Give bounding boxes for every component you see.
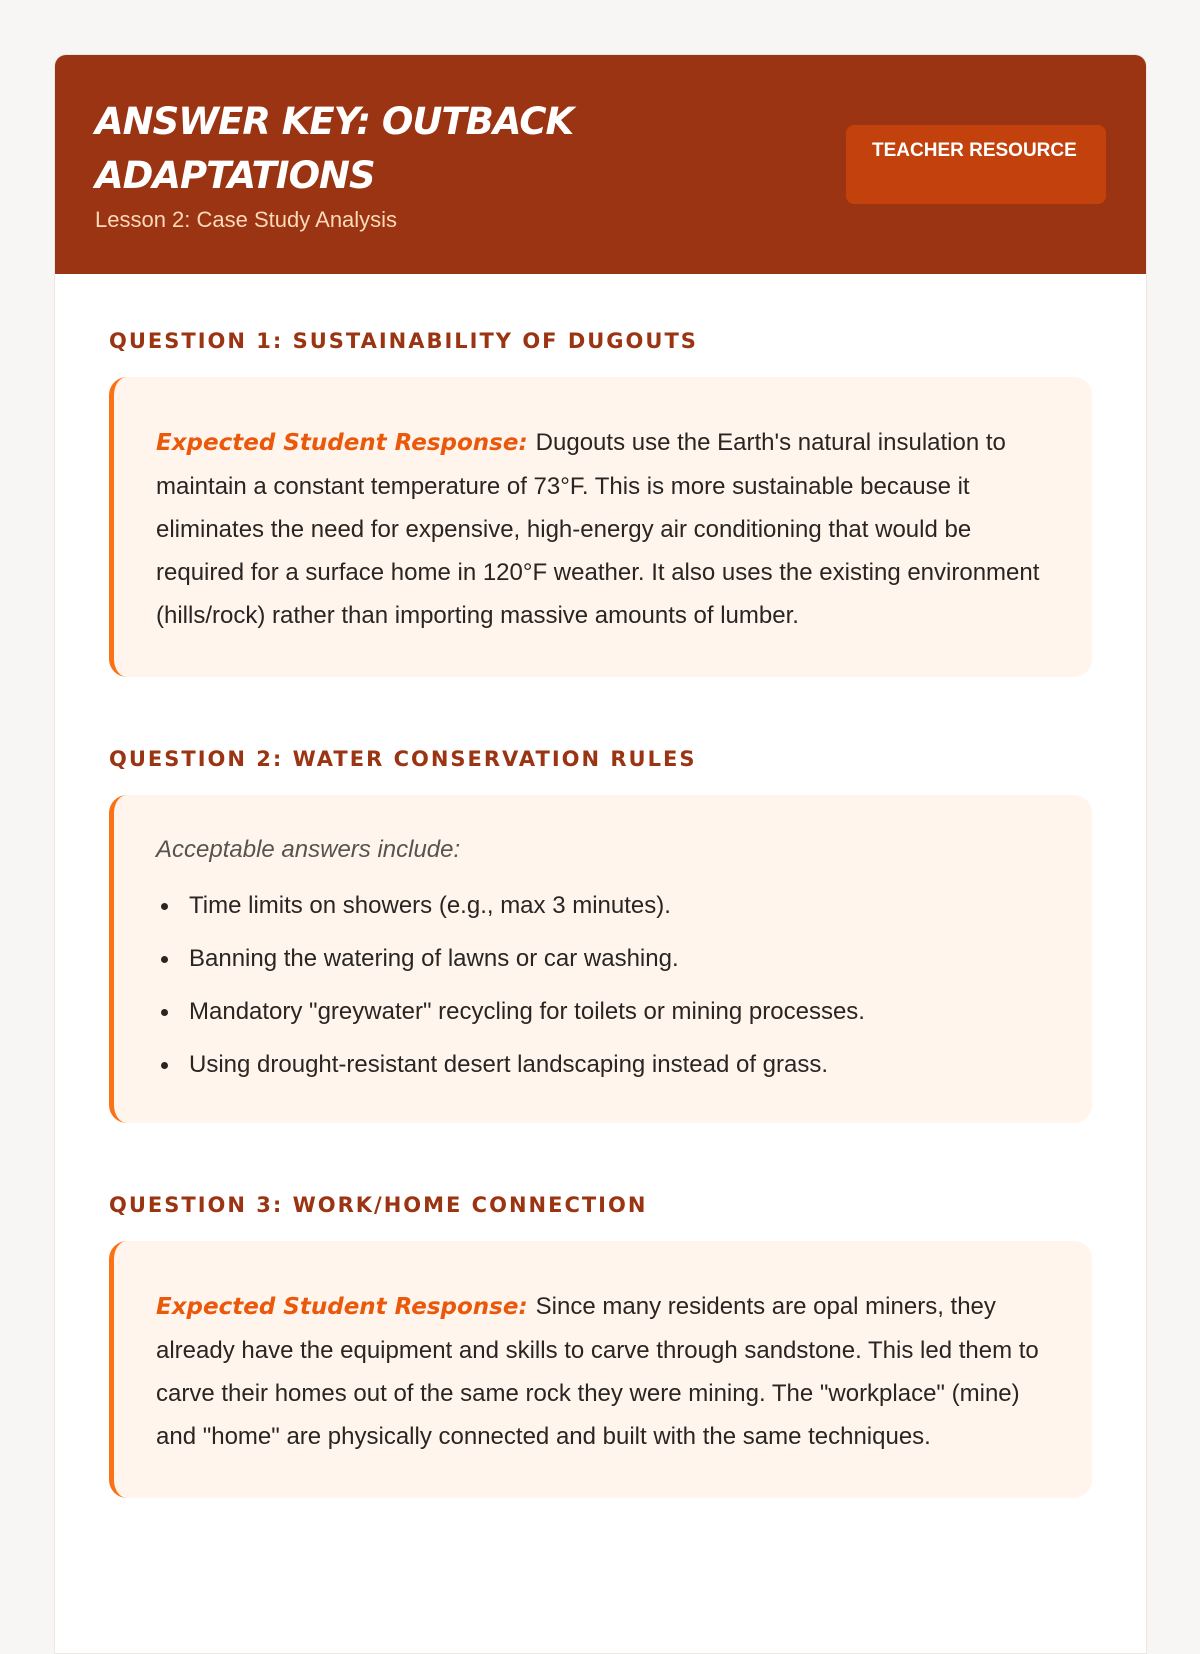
list-item: Mandatory "greywater" recycling for toilets or mining processes.	[156, 985, 1050, 1038]
response-text: Since many residents are opal miners, they already have the equipment and skills to carve through sandstone. This led them to carve their homes out of the same rock they were mining. The "workplace" (mine) and "home" are physically connected and built with the same techniques.	[156, 1293, 1039, 1450]
answers-intro: Acceptable answers include:	[156, 836, 461, 863]
question-1-answer	[109, 377, 1092, 677]
question-3-answer	[109, 1241, 1092, 1498]
response-label: Expected Student Response:	[156, 1294, 536, 1320]
response-label: Expected Student Response:	[156, 430, 536, 456]
response-text: Dugouts use the Earth's natural insulation to maintain a constant temperature of 73°F. This is more sustainable because it eliminates the need for expensive, high-energy air conditioning that would be required for a surface home in 120°F weather. It also uses the existing environment (hills/rock) rather than importing massive amounts of lumber.	[156, 429, 1040, 629]
acceptable-answers-list	[156, 879, 1050, 1091]
list-item: Using drought-resistant desert landscaping instead of grass.	[156, 1038, 1050, 1091]
question-2-answer	[109, 795, 1092, 1123]
content	[55, 329, 1146, 1498]
page-header	[55, 55, 1146, 274]
answer-key-card	[54, 54, 1147, 1654]
page-subtitle: Lesson 2: Case Study Analysis	[95, 207, 398, 232]
question-1-heading: QUESTION 1: SUSTAINABILITY OF DUGOUTS	[109, 329, 698, 353]
question-3-heading: QUESTION 3: WORK/HOME CONNECTION	[109, 1193, 648, 1217]
page-title: ANSWER KEY: OUTBACK ADAPTATIONS	[95, 100, 574, 197]
list-item: Time limits on showers (e.g., max 3 minutes).	[156, 879, 1050, 932]
list-item: Banning the watering of lawns or car washing.	[156, 932, 1050, 985]
teacher-resource-badge: TEACHER RESOURCE	[846, 125, 1106, 204]
question-2-heading: QUESTION 2: WATER CONSERVATION RULES	[109, 747, 697, 771]
